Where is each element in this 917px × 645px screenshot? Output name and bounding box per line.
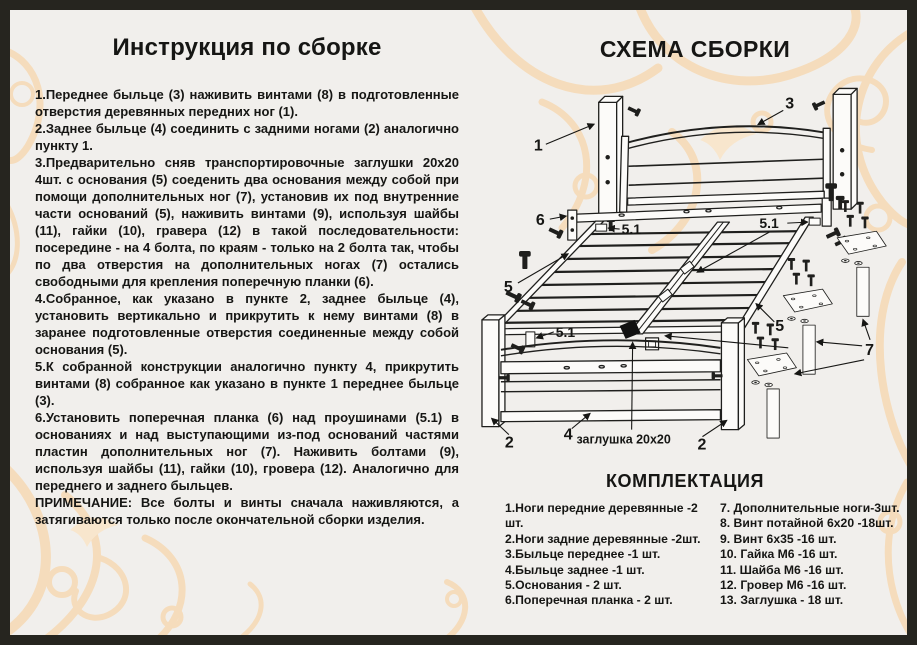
parts-list-right bbox=[720, 501, 905, 609]
part-item: 9. Винт 6х35 -16 шт. bbox=[720, 531, 837, 546]
assembly-diagram bbox=[472, 82, 906, 462]
part-item: 7. Дополнительные ноги-3шт. bbox=[720, 501, 900, 515]
diagram-title: СХЕМА СБОРКИ bbox=[599, 36, 791, 62]
instruction-step-5: 5.К собранной конструкции аналогично пункту 4, прикрутить винтами (8) собранное как указано в пункте 1 переднее быльце (3). bbox=[35, 359, 459, 408]
part-item: 13. Заглушка - 18 шт. bbox=[720, 593, 844, 608]
instruction-step-4: 4.Собранное, как указано в пункте 2, заднее быльце (4), установить вертикально и прикрутить к нему винтами (8) в заранее подготовленные отверстия соединенные между собой основания (5). bbox=[35, 291, 459, 357]
spare-legs-drawing bbox=[747, 200, 886, 438]
instructions-text bbox=[35, 86, 459, 528]
instruction-step-3: 3.Предварительно сняв транспортировочные заглушки 20х20 4шт. с основания (5) соеденить два основания между собой при помощи дополнительных ног (7), установив их под внутренние части оснований (5), наживить винтами (9), используя шайбы (11), гайки (10), гравера (12) в такой последовательности: посередине - на 4 болта, по краям - только на 2 болта так, чтобы по два отверстия на дополнительных ногах (7) остались свободными для крепления поперечную планки (6). bbox=[35, 155, 459, 289]
parts-list-left bbox=[505, 501, 715, 609]
diagram-label-7: 7 bbox=[865, 341, 874, 359]
part-item: 4.Быльце заднее -1 шт. bbox=[505, 562, 645, 577]
diagram-label-4: 4 bbox=[563, 426, 573, 444]
diagram-label-1: 1 bbox=[533, 137, 543, 155]
part-item: 3.Быльце переднее -1 шт. bbox=[505, 547, 661, 562]
diagram-label-5-1-b: 5.1 bbox=[759, 215, 779, 232]
instruction-step-6: 6.Установить поперечная планка (6) над проушинами (5.1) в основаниях и над выступающими из-под оснований частями пластин дополнительных ног (7). Наживить болтами (9), используя шайбы (11), гайки (10), гровера (12). Аналогично для переднего и заднего быльцев. bbox=[35, 410, 459, 493]
part-item: 8. Винт потайной 6х20 -18шт. bbox=[720, 516, 894, 531]
part-item: 11. Шайба М6 -16 шт. bbox=[720, 562, 844, 577]
part-item: 6.Поперечная планка - 2 шт. bbox=[505, 593, 673, 608]
part-item: 12. Гровер М6 -16 шт. bbox=[720, 578, 847, 593]
diagram-label-5-1-a: 5.1 bbox=[621, 221, 642, 238]
diagram-label-5-a: 5 bbox=[503, 278, 513, 296]
parts-title: КОМПЛЕКТАЦИЯ bbox=[605, 471, 765, 491]
diagram-label-3: 3 bbox=[785, 95, 795, 113]
part-item: 2.Ноги задние деревянные -2шт. bbox=[505, 531, 701, 546]
instructions-title: Инструкция по сборке bbox=[112, 34, 382, 61]
diagram-label-2-left: 2 bbox=[504, 434, 514, 452]
diagram-label-5-b: 5 bbox=[775, 317, 785, 335]
diagram-label-2-right: 2 bbox=[697, 436, 707, 454]
part-item: 10. Гайка М6 -16 шт. bbox=[720, 547, 838, 562]
instruction-step-1: 1.Переднее быльце (3) наживить винтами (8) в подготовленные отверстия деревянных передних ног (1). bbox=[35, 87, 459, 119]
diagram-label-cap: заглушка 20x20 bbox=[576, 432, 671, 447]
instruction-step-2: 2.Заднее быльце (4) соединить с задними ногами (2) аналогично пункту 1. bbox=[35, 121, 459, 153]
diagram-label-6: 6 bbox=[535, 212, 545, 230]
part-item: 1.Ноги передние деревянные -2 шт. bbox=[505, 501, 698, 531]
part-item: 5.Основания - 2 шт. bbox=[505, 578, 622, 593]
instruction-note: ПРИМЕЧАНИЕ: Все болты и винты сначала наживляются, а затягиваются только после окончательной сборки изделия. bbox=[35, 495, 459, 527]
diagram-label-5-1-c: 5.1 bbox=[555, 323, 576, 340]
